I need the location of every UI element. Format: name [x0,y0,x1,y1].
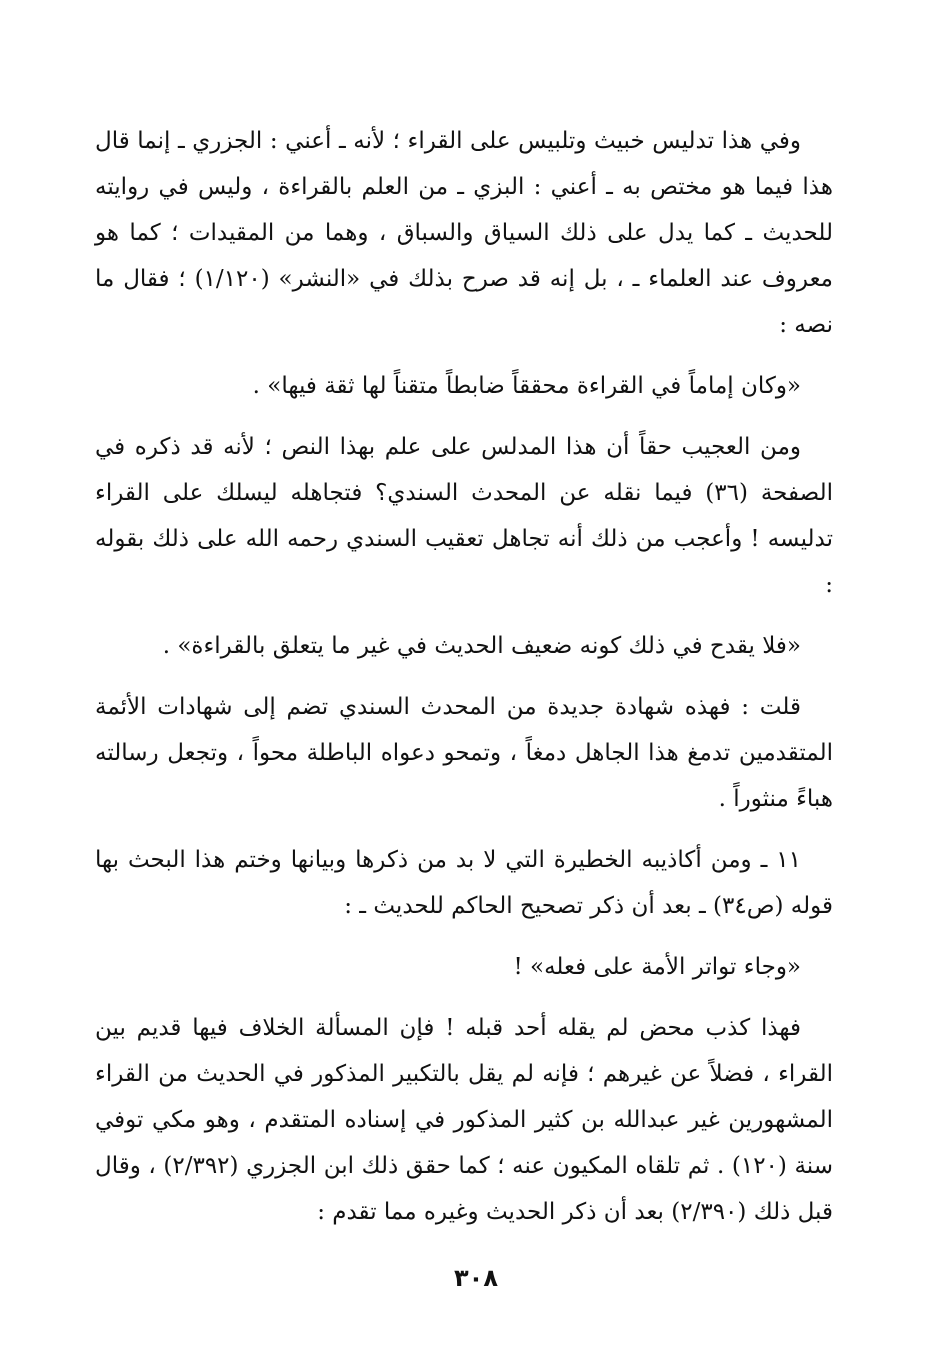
quote-imam: «وكان إماماً في القراءة محققاً ضابطاً متقناً لها ثقة فيها» . [252,373,801,399]
page-number: ٣٠٨ [454,1264,498,1292]
paragraph-ajib: ومن العجيب حقاً أن هذا المدلس على علم بهذا النص ؛ لأنه قد ذكره في الصفحة (٣٦) فيما نقله عن المحدث السندي؟ فتجاهله ليسلك على القراء تدليسه ! وأعجب من ذلك أنه تجاهل تعقيب السندي رحمه الله على ذلك بقوله : [95,434,833,598]
paragraph-item-11: ١١ ـ ومن أكاذيبه الخطيرة التي لا بد من ذكرها وبيانها وختم هذا البحث بها قوله (ص٣٤) ـ بعد أن ذكر تصحيح الحاكم للحديث ـ : [95,847,833,919]
quote-tawatur: «وجاء تواتر الأمة على فعله» ! [513,954,801,980]
paragraph-shahada: قلت : فهذه شهادة جديدة من المحدث السندي تضم إلى شهادات الأئمة المتقدمين تدمغ هذا الجاهل دمغاً ، وتمحو دعواه الباطلة محواً ، وتجعل رسالته هباءً منثوراً . [95,694,833,812]
quote-la-yaqdah: «فلا يقدح في ذلك كونه ضعيف الحديث في غير ما يتعلق بالقراءة» . [162,633,801,659]
paragraph-kadhib: فهذا كذب محض لم يقله أحد قبله ! فإن المسألة الخلاف فيها قديم بين القراء ، فضلاً عن غيرهم ؛ فإنه لم يقل بالتكبير المذكور في الحديث من القراء المشهورين غير عبدالله بن كثير المذكور في إسناده المتقدم ، وهو مكي توفي سنة (١٢٠) . ثم تلقاه المكيون عنه ؛ كما حقق ذلك ابن الجزري (٢/٣٩٢) ، وقال قبل ذلك (٢/٣٩٠) بعد أن ذكر الحديث وغيره مما تقدم : [95,1015,834,1225]
paragraph-tadlis: وفي هذا تدليس خبيث وتلبيس على القراء ؛ لأنه ـ أعني : الجزري ـ إنما قال هذا فيما هو مختص به ـ أعني : البزي ـ من العلم بالقراءة ، وليس في روايته للحديث ـ كما يدل على ذلك السياق والسباق ، وهما من المقيدات ؛ كما هو معروف عند العلماء ـ ، بل إنه قد صرح بذلك في «النشر» (١/١٢٠) ؛ فقال ما نصه : [95,128,833,338]
page-body [95,118,833,1250]
